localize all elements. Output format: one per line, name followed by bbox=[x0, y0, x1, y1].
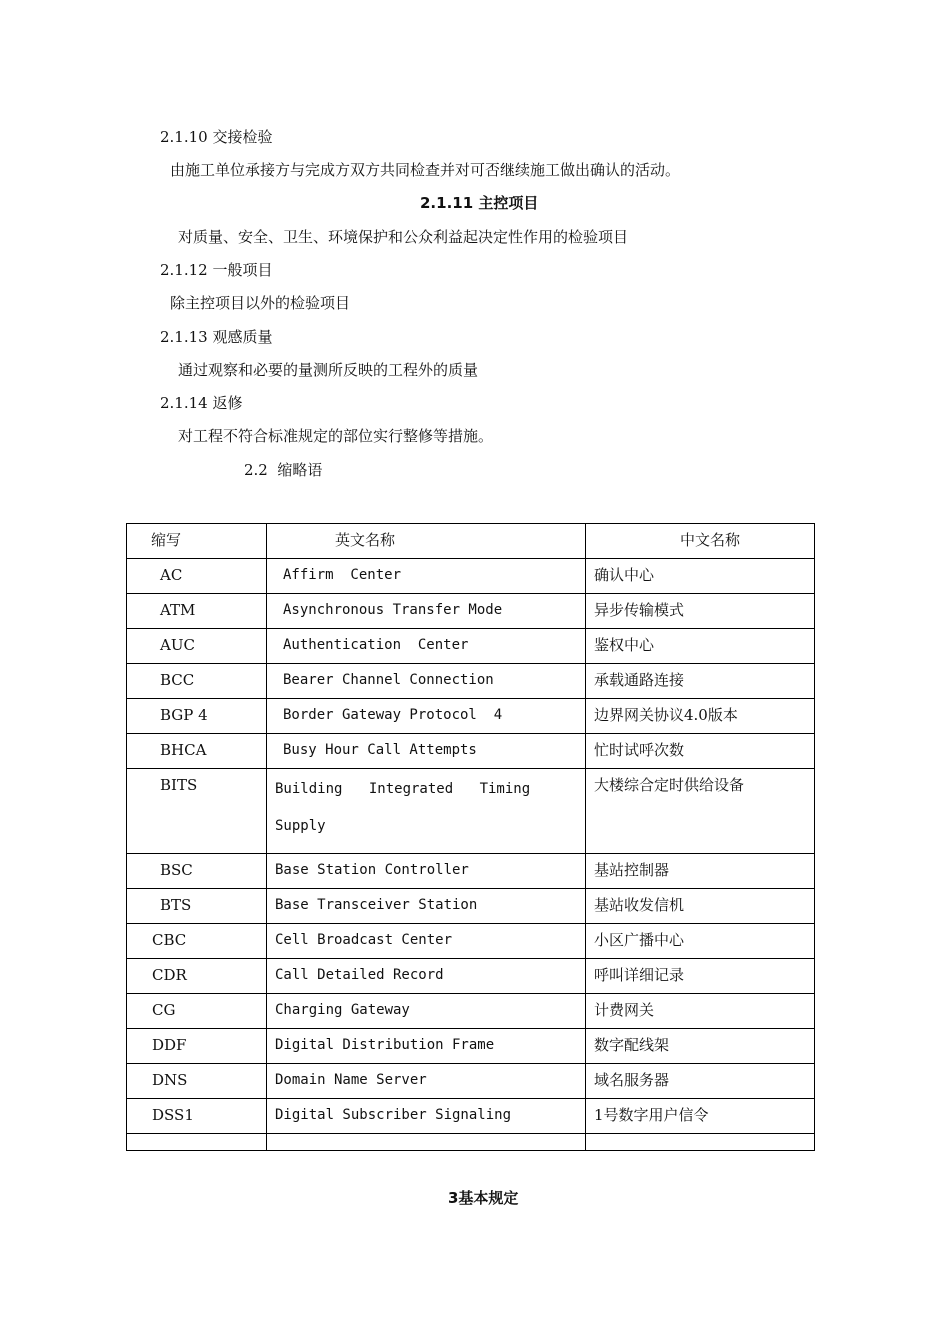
table-row bbox=[127, 1029, 815, 1064]
header-abbr: 缩写 bbox=[127, 524, 267, 559]
cell-english: Digital Subscriber Signaling bbox=[267, 1099, 586, 1134]
cell-english: Building Integrated Timing Supply bbox=[267, 769, 586, 854]
definition-text: 对工程不符合标准规定的部位实行整修等措施。 bbox=[178, 427, 494, 445]
cell-english: Bearer Channel Connection bbox=[267, 664, 586, 699]
cell-english: Affirm Center bbox=[267, 559, 586, 594]
cell-english: Domain Name Server bbox=[267, 1064, 586, 1099]
cell-abbr: BCC bbox=[127, 664, 267, 699]
cell-chinese: 数字配线架 bbox=[586, 1029, 815, 1064]
cell-chinese: 忙时试呼次数 bbox=[586, 734, 815, 769]
section-heading-2-1-13: 2.1.13 观感质量 bbox=[160, 328, 273, 346]
cell-chinese: 小区广播中心 bbox=[586, 924, 815, 959]
table-row bbox=[127, 559, 815, 594]
cell-abbr: CDR bbox=[127, 959, 267, 994]
cell-abbr: AC bbox=[127, 559, 267, 594]
cell-abbr: BTS bbox=[127, 889, 267, 924]
table-row bbox=[127, 959, 815, 994]
cell-abbr: BGP 4 bbox=[127, 699, 267, 734]
cell-english: Busy Hour Call Attempts bbox=[267, 734, 586, 769]
cell-chinese: 大楼综合定时供给设备 bbox=[586, 769, 815, 854]
table-row bbox=[127, 734, 815, 769]
cell-chinese: 基站收发信机 bbox=[586, 889, 815, 924]
cell-abbr: AUC bbox=[127, 629, 267, 664]
cell-english: Charging Gateway bbox=[267, 994, 586, 1029]
cell-abbr: BSC bbox=[127, 854, 267, 889]
table-row bbox=[127, 854, 815, 889]
definition-text: 对质量、安全、卫生、环境保护和公众利益起决定性作用的检验项目 bbox=[178, 228, 629, 246]
section-heading-3: 3基本规定 bbox=[448, 1189, 519, 1207]
header-english: 英文名称 bbox=[267, 524, 586, 559]
table-row bbox=[127, 1064, 815, 1099]
cell-abbr: DSS1 bbox=[127, 1099, 267, 1134]
cell-abbr bbox=[127, 1134, 267, 1151]
section-heading-2-1-12: 2.1.12 一般项目 bbox=[160, 261, 273, 279]
cell-english bbox=[267, 1134, 586, 1151]
cell-abbr: BITS bbox=[127, 769, 267, 854]
cell-chinese: 鉴权中心 bbox=[586, 629, 815, 664]
cell-english: Base Transceiver Station bbox=[267, 889, 586, 924]
section-heading-2-2: 2.2 缩略语 bbox=[244, 461, 323, 479]
section-heading-2-1-14: 2.1.14 返修 bbox=[160, 394, 243, 412]
table-row bbox=[127, 629, 815, 664]
table-header-row bbox=[127, 524, 815, 559]
cell-abbr: CBC bbox=[127, 924, 267, 959]
table-row bbox=[127, 699, 815, 734]
cell-chinese: 呼叫详细记录 bbox=[586, 959, 815, 994]
cell-english: Digital Distribution Frame bbox=[267, 1029, 586, 1064]
cell-chinese: 1号数字用户信令 bbox=[586, 1099, 815, 1134]
cell-chinese: 承载通路连接 bbox=[586, 664, 815, 699]
cell-chinese: 异步传输模式 bbox=[586, 594, 815, 629]
cell-abbr: ATM bbox=[127, 594, 267, 629]
cell-chinese: 边界网关协议4.0版本 bbox=[586, 699, 815, 734]
cell-abbr: DNS bbox=[127, 1064, 267, 1099]
cell-abbr: CG bbox=[127, 994, 267, 1029]
abbreviation-table bbox=[126, 523, 815, 1151]
table-row bbox=[127, 769, 815, 854]
cell-english: Cell Broadcast Center bbox=[267, 924, 586, 959]
cell-chinese: 确认中心 bbox=[586, 559, 815, 594]
section-heading-2-1-10: 2.1.10 交接检验 bbox=[160, 128, 273, 146]
cell-english: Call Detailed Record bbox=[267, 959, 586, 994]
table-row bbox=[127, 994, 815, 1029]
section-heading-2-1-11: 2.1.11 主控项目 bbox=[420, 194, 539, 212]
cell-abbr: DDF bbox=[127, 1029, 267, 1064]
table-row bbox=[127, 924, 815, 959]
cell-abbr: BHCA bbox=[127, 734, 267, 769]
cell-english: Asynchronous Transfer Mode bbox=[267, 594, 586, 629]
definition-text: 由施工单位承接方与完成方双方共同检查并对可否继续施工做出确认的活动。 bbox=[170, 161, 681, 179]
table-row bbox=[127, 1099, 815, 1134]
cell-chinese: 域名服务器 bbox=[586, 1064, 815, 1099]
header-chinese: 中文名称 bbox=[586, 524, 815, 559]
cell-chinese: 计费网关 bbox=[586, 994, 815, 1029]
definition-text: 除主控项目以外的检验项目 bbox=[170, 294, 351, 312]
table-row bbox=[127, 594, 815, 629]
table-row bbox=[127, 1134, 815, 1151]
cell-chinese bbox=[586, 1134, 815, 1151]
cell-chinese: 基站控制器 bbox=[586, 854, 815, 889]
table-row bbox=[127, 889, 815, 924]
cell-english: Authentication Center bbox=[267, 629, 586, 664]
cell-english: Border Gateway Protocol 4 bbox=[267, 699, 586, 734]
table-row bbox=[127, 664, 815, 699]
definition-text: 通过观察和必要的量测所反映的工程外的质量 bbox=[178, 361, 479, 379]
cell-english: Base Station Controller bbox=[267, 854, 586, 889]
